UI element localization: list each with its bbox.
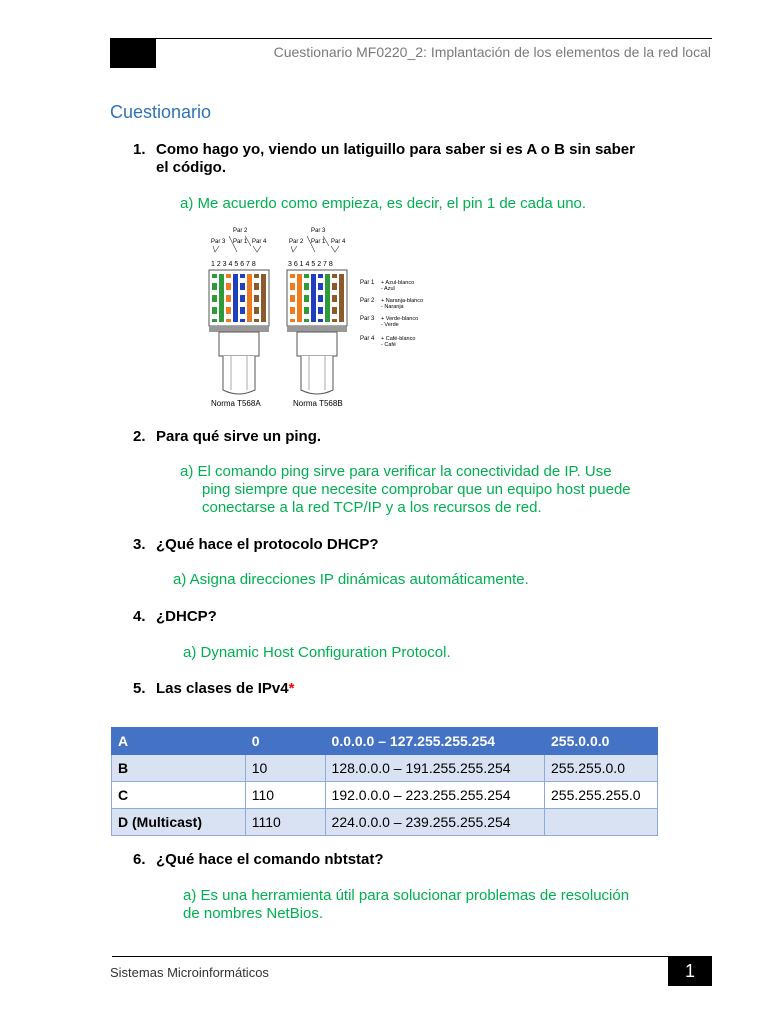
wire-stripe [240, 314, 245, 319]
question-number: 2. [133, 428, 146, 445]
wire-strand [247, 274, 252, 322]
wire-stripe [254, 314, 259, 319]
wire-stripe [304, 314, 309, 319]
wire-stripe [332, 290, 337, 295]
question-text: Para qué sirve un ping. [156, 428, 322, 445]
table-row [112, 782, 658, 809]
svg-text:+ Verde-blanco: + Verde-blanco [381, 316, 419, 322]
pin-numbers: 1 2 3 4 5 6 7 8 [211, 261, 256, 268]
table-cell: 0.0.0.0 – 127.255.255.254 [325, 728, 544, 755]
pair-label: Par 1 [233, 239, 248, 245]
table-cell: 10 [245, 755, 325, 782]
question-text: ¿DHCP? [156, 608, 217, 625]
table-cell: D (Multicast) [112, 809, 246, 836]
table-row [112, 809, 658, 836]
answer-2-line-1: a) El comando ping sirve para verificar la conectividad de IP. Use [180, 463, 612, 480]
question-text: ¿Qué hace el comando nbtstat? [156, 851, 384, 868]
question-2 [133, 428, 693, 448]
footer-rule [112, 956, 712, 957]
question-number: 3. [133, 536, 146, 553]
question-3 [133, 536, 693, 556]
answer-3: a) Asigna direcciones IP dinámicas automáticamente. [173, 571, 529, 588]
wire-strand [219, 274, 224, 322]
table-cell: A [112, 728, 246, 755]
question-text: ¿Qué hace el protocolo DHCP? [156, 536, 379, 553]
table-row [112, 755, 658, 782]
page-number: 1 [668, 956, 712, 986]
wire-stripe [226, 278, 231, 283]
ipv4-classes-table [111, 727, 658, 836]
header-rule [156, 38, 712, 39]
question-4 [133, 608, 693, 628]
wire-strand [311, 274, 316, 322]
pair-label: Par 2 [289, 239, 304, 245]
wire-stripe [332, 302, 337, 307]
wire-stripe [290, 290, 295, 295]
table-cell: 255.255.255.0 [545, 782, 658, 809]
svg-text:+ Azul-blanco: + Azul-blanco [381, 280, 415, 286]
wire-stripe [304, 302, 309, 307]
connector-t568a [209, 270, 269, 394]
question-5 [133, 680, 693, 700]
wire-strand [339, 274, 344, 322]
answer-4: a) Dynamic Host Configuration Protocol. [183, 644, 451, 661]
rj45-wiring-diagram [205, 222, 445, 412]
wire-stripe [226, 290, 231, 295]
wire-stripe [226, 314, 231, 319]
table-cell: 255.255.0.0 [545, 755, 658, 782]
wire-stripe [332, 314, 337, 319]
label-t568a: Norma T568A [211, 399, 261, 408]
table-cell: 1110 [245, 809, 325, 836]
wire-stripe [212, 278, 217, 283]
question-1 [133, 141, 693, 181]
svg-text:- Naranja: - Naranja [381, 304, 404, 310]
wire-stripe [318, 278, 323, 283]
wire-stripe [332, 278, 337, 283]
document-header-title: Cuestionario MF0220_2: Implantación de los elementos de la red local [273, 44, 711, 60]
wire-stripe [290, 278, 295, 283]
svg-text:- Verde: - Verde [381, 322, 399, 328]
wire-stripe [290, 302, 295, 307]
wire-stripe [226, 302, 231, 307]
svg-text:+ Café-blanco: + Café-blanco [381, 336, 416, 342]
pair-label: Par 3 [211, 239, 226, 245]
wire-stripe [318, 302, 323, 307]
wire-stripe [212, 314, 217, 319]
pair-label: Par 2 [233, 228, 248, 234]
pair-legend [360, 280, 423, 348]
question-number: 5. [133, 680, 146, 697]
wire-stripe [240, 290, 245, 295]
question-text: Las clases de IPv4 [156, 680, 289, 697]
table-cell: 255.0.0.0 [545, 728, 658, 755]
wire-stripe [254, 278, 259, 283]
wire-stripe [240, 278, 245, 283]
svg-text:Par 3: Par 3 [360, 316, 375, 322]
header-block [110, 38, 156, 68]
question-6 [133, 851, 693, 871]
wire-stripe [318, 314, 323, 319]
wire-strand [261, 274, 266, 322]
answer-1: a) Me acuerdo como empieza, es decir, el pin 1 de cada uno. [180, 195, 587, 212]
svg-text:- Azul: - Azul [381, 286, 395, 292]
wire-stripe [318, 290, 323, 295]
table-cell: C [112, 782, 246, 809]
wire-strand [297, 274, 302, 322]
table-cell: B [112, 755, 246, 782]
wire-stripe [212, 302, 217, 307]
wire-stripe [240, 302, 245, 307]
pair-label: Par 3 [311, 228, 326, 234]
wire-stripe [212, 290, 217, 295]
wire-strand [233, 274, 238, 322]
footer-text: Sistemas Microinformáticos [110, 965, 269, 980]
svg-text:- Café: - Café [381, 342, 396, 348]
wire-stripe [304, 290, 309, 295]
table-cell: 224.0.0.0 – 239.255.255.254 [325, 809, 544, 836]
svg-text:+ Naranja-blanco: + Naranja-blanco [381, 298, 424, 304]
table-cell: 0 [245, 728, 325, 755]
wire-stripe [304, 278, 309, 283]
wire-stripe [254, 290, 259, 295]
table-cell [545, 809, 658, 836]
pin-numbers: 3 6 1 4 5 2 7 8 [288, 261, 333, 268]
wire-strand [325, 274, 330, 322]
question-number: 6. [133, 851, 146, 868]
label-t568b: Norma T568B [293, 399, 343, 408]
answer-2-line-3: conectarse a la red TCP/IP y a los recursos de red. [202, 499, 542, 516]
question-text-cont: el código. [156, 159, 227, 176]
question-number: 4. [133, 608, 146, 625]
wire-stripe [254, 302, 259, 307]
section-title: Cuestionario [110, 102, 212, 122]
table-cell: 192.0.0.0 – 223.255.255.254 [325, 782, 544, 809]
pair-label: Par 4 [331, 239, 346, 245]
table-cell: 110 [245, 782, 325, 809]
answer-6-line-1: a) Es una herramienta útil para solucionar problemas de resolución [183, 887, 630, 904]
table-row [112, 728, 658, 755]
asterisk-mark: * [288, 680, 295, 697]
pair-label: Par 4 [252, 239, 267, 245]
answer-2-line-2: ping siempre que necesite comprobar que un equipo host puede [202, 481, 631, 498]
question-text: Como hago yo, viendo un latiguillo para saber si es A o B sin saber [156, 141, 635, 158]
table-cell: 128.0.0.0 – 191.255.255.254 [325, 755, 544, 782]
wire-stripe [290, 314, 295, 319]
svg-text:Par 1: Par 1 [360, 280, 375, 286]
svg-text:Par 2: Par 2 [360, 298, 375, 304]
connector-t568b [287, 270, 347, 394]
svg-text:Par 4: Par 4 [360, 336, 375, 342]
answer-6-line-2: de nombres NetBios. [183, 905, 324, 922]
pair-label: Par 1 [311, 239, 326, 245]
question-number: 1. [133, 141, 146, 158]
